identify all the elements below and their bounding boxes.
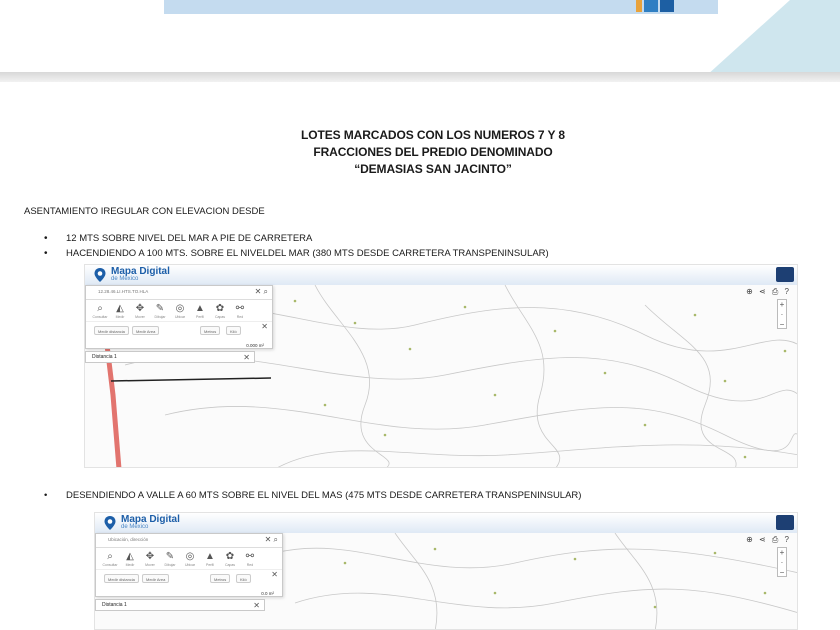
bullet-list [44,231,549,261]
map-header [95,513,797,533]
toolbar [96,548,282,570]
tool-consult-icon[interactable]: ⌕ Consultar [92,302,108,319]
map-screenshot-1 [84,264,798,468]
zoom-slider[interactable]: · [780,310,784,319]
map-app-title: Mapa Digital [121,514,180,525]
map-tools-icons[interactable]: ⊕ ⋖ ⎙ ? [746,535,791,544]
tool-layers-icon[interactable]: ✿ Capas [224,550,236,567]
tool-layers-icon[interactable]: ✿ Capas [214,302,226,319]
title-line: “DEMASIAS SAN JACINTO” [354,162,512,176]
map-screenshot-2 [94,512,798,630]
list-item: • HACENDIENDO A 100 MTS. SOBRE EL NIVELDEL MAR (380 MTS DESDE CARRETERA TRANSPENINSULAR) [44,246,549,261]
unit-meters-button[interactable]: Metros [200,326,220,335]
close-icon[interactable]: ✕ [271,570,278,579]
zoom-in-button[interactable]: + [779,548,785,557]
inegi-logo-icon [776,267,794,282]
zoom-in-button[interactable]: + [779,300,785,309]
layer-label: Distancia 1 [102,602,127,608]
measure-value: 0.000 m² [246,343,264,348]
tools-panel [85,285,273,349]
close-icon[interactable]: ✕ [243,353,250,362]
search-icon[interactable]: ✕ ⌕ [264,535,278,544]
zoom-out-button[interactable]: − [779,320,785,329]
list-item: • 12 MTS SOBRE NIVEL DEL MAR A PIE DE CARRETERA [44,231,549,246]
map-header [85,265,797,285]
measure-value: 0.0 m² [261,591,274,596]
tool-profile-icon[interactable]: ▲ Perfil [205,550,215,567]
map-pin-icon [103,515,117,531]
zoom-out-button[interactable]: − [779,568,785,577]
tool-move-icon[interactable]: ✥ Mover [135,302,145,319]
map-app-title: Mapa Digital [111,266,170,277]
measure-area-button[interactable]: Medir Area [142,574,169,583]
tools-panel [95,533,283,597]
logo-icon [636,0,676,12]
search-input[interactable]: Ubicación, dirección [108,537,149,542]
inegi-logo-icon [776,515,794,530]
close-icon[interactable]: ✕ [261,322,268,331]
unit-meters-button[interactable]: Metros [210,574,230,583]
tool-consult-icon[interactable]: ⌕ Consultar [102,550,118,567]
toolbar [86,300,272,322]
road-path [107,345,119,468]
search-icon[interactable]: ✕ ⌕ [254,287,268,296]
layer-label: Distancia 1 [92,354,117,360]
layer-row[interactable] [85,351,255,363]
tool-measure-icon[interactable]: ◭ Medir [115,302,125,319]
measure-distance-button[interactable]: Medir distancia [104,574,139,583]
map-app-subtitle: de México [111,276,139,282]
unit-km-button[interactable]: Kiló [236,574,251,583]
search-bar [96,534,282,548]
measure-distance-button[interactable]: Medir distancia [94,326,129,335]
tool-network-icon[interactable]: ⚯ Red [245,550,255,567]
previous-page-banner [164,0,718,14]
measure-line [111,378,271,381]
measure-row [96,570,282,588]
tool-measure-icon[interactable]: ◭ Medir [125,550,135,567]
list-item: • DESENDIENDO A VALLE A 60 MTS SOBRE EL NIVEL DEL MAS (475 MTS DESDE CARRETERA TRANSPENINSULAR) [44,490,581,501]
tool-move-icon[interactable]: ✥ Mover [145,550,155,567]
close-icon[interactable]: ✕ [253,601,260,610]
search-bar [86,286,272,300]
tool-profile-icon[interactable]: ▲ Perfil [195,302,205,319]
measure-area-button[interactable]: Medir Area [132,326,159,335]
tool-network-icon[interactable]: ⚯ Red [235,302,245,319]
map-app-subtitle: de México [121,524,149,530]
unit-km-button[interactable]: Kiló [226,326,241,335]
search-input[interactable]: 12.28.46.LI.HTS.TO.HLA [98,289,149,294]
document-title [0,127,840,178]
zoom-control[interactable] [777,547,787,577]
layer-row[interactable] [95,599,265,611]
page-separator [0,72,840,82]
zoom-slider[interactable]: · [780,558,784,567]
tool-locate-icon[interactable]: ◎ Ubicar [174,302,186,319]
tool-draw-icon[interactable]: ✎ Dibujar [154,302,166,319]
zoom-control[interactable] [777,299,787,329]
title-line: FRACCIONES DEL PREDIO DENOMINADO [313,145,553,159]
intro-text: ASENTAMIENTO IREGULAR CON ELEVACION DESDE [24,206,265,217]
map-tools-icons[interactable]: ⊕ ⋖ ⎙ ? [746,287,791,296]
measure-row [86,322,272,340]
tool-draw-icon[interactable]: ✎ Dibujar [164,550,176,567]
title-line: LOTES MARCADOS CON LOS NUMEROS 7 Y 8 [301,128,565,142]
corner-decoration [700,0,840,76]
tool-locate-icon[interactable]: ◎ Ubicar [184,550,196,567]
previous-page-fragment [0,0,840,76]
map-pin-icon [93,267,107,283]
